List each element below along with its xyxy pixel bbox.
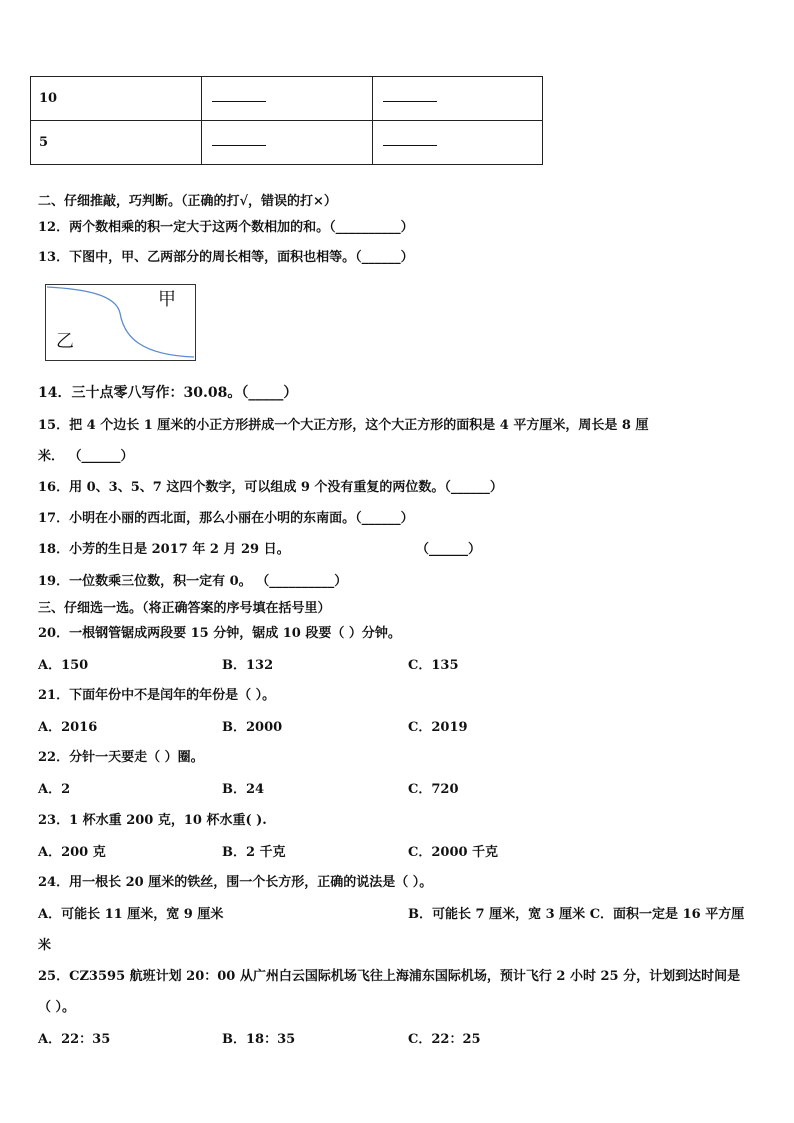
answer-blank[interactable] bbox=[212, 91, 266, 102]
answer-blank[interactable] bbox=[383, 135, 437, 146]
answer-table bbox=[30, 76, 543, 165]
question-12: 12．两个数相乘的积一定大于这两个数相加的和。（__________） bbox=[38, 220, 414, 235]
q23-option-a: A．200 克 bbox=[38, 845, 106, 860]
table-row bbox=[31, 121, 543, 165]
answer-blank[interactable] bbox=[212, 135, 266, 146]
figure-label-yi: 乙 bbox=[56, 331, 74, 352]
q24-option-bc: B．可能长 7 厘米，宽 3 厘米 C．面积一定是 16 平方厘 bbox=[408, 907, 745, 922]
table-cell-blank[interactable] bbox=[202, 121, 373, 165]
question-13-figure bbox=[45, 284, 196, 361]
table-cell-blank[interactable] bbox=[373, 77, 543, 121]
question-23: 23．1 杯水重 200 克，10 杯水重( ). bbox=[38, 813, 267, 828]
section-3-heading: 三、仔细选一选。（将正确答案的序号填在括号里） bbox=[38, 601, 331, 616]
q21-option-b: B．2000 bbox=[222, 720, 283, 735]
q22-option-a: A．2 bbox=[38, 782, 71, 797]
table-cell-label bbox=[31, 121, 202, 165]
question-22: 22．分针一天要走（ ）圈。 bbox=[38, 750, 204, 765]
answer-blank[interactable] bbox=[383, 91, 437, 102]
question-15-line1: 15．把 4 个边长 1 厘米的小正方形拼成一个大正方形，这个大正方形的面积是 4 平方厘米，周长是 8 厘 bbox=[38, 418, 649, 433]
table-cell-blank[interactable] bbox=[202, 77, 373, 121]
q24-option-wrap: 米 bbox=[38, 938, 52, 953]
question-16: 16．用 0、3、5、7 这四个数字，可以组成 9 个没有重复的两位数。（______） bbox=[38, 480, 503, 495]
q25-option-b: B．18：35 bbox=[222, 1032, 296, 1047]
table-cell-label bbox=[31, 77, 202, 121]
q24-option-a: A．可能长 11 厘米，宽 9 厘米 bbox=[38, 907, 224, 922]
question-15-line2: 米． （______） bbox=[38, 449, 134, 464]
q22-option-b: B．24 bbox=[222, 782, 265, 797]
figure-label-jia: 甲 bbox=[158, 289, 176, 310]
question-18-blank: （______） bbox=[416, 542, 482, 557]
q20-option-a: A．150 bbox=[38, 658, 89, 673]
section-2-heading: 二、仔细推敲，巧判断。（正确的打√，错误的打×） bbox=[38, 194, 337, 209]
q20-option-b: B．132 bbox=[222, 658, 274, 673]
question-20: 20．一根钢管锯成两段要 15 分钟，锯成 10 段要（ ）分钟。 bbox=[38, 626, 401, 641]
q21-option-a: A．2016 bbox=[38, 720, 98, 735]
q20-option-c: C．135 bbox=[408, 658, 459, 673]
question-14: 14．三十点零八写作：30.08。（_____） bbox=[38, 385, 298, 401]
q23-option-b: B．2 千克 bbox=[222, 845, 286, 860]
table-row bbox=[31, 77, 543, 121]
question-25-line2: （ ）。 bbox=[38, 1000, 76, 1015]
q25-option-c: C．22：25 bbox=[408, 1032, 481, 1047]
question-24: 24．用一根长 20 厘米的铁丝，围一个长方形，正确的说法是（ ）。 bbox=[38, 875, 433, 890]
question-21: 21．下面年份中不是闰年的年份是（ ）。 bbox=[38, 688, 276, 703]
question-13: 13．下图中，甲、乙两部分的周长相等，面积也相等。（______） bbox=[38, 250, 414, 265]
q23-option-c: C．2000 千克 bbox=[408, 845, 499, 860]
row-label: 5 bbox=[39, 135, 49, 150]
row-label: 10 bbox=[39, 91, 58, 106]
question-19: 19．一位数乘三位数，积一定有 0。 （__________） bbox=[38, 574, 348, 589]
question-25-line1: 25．CZ3595 航班计划 20：00 从广州白云国际机场飞往上海浦东国际机场，预计飞行 2 小时 25 分，计划到达时间是 bbox=[38, 969, 741, 984]
question-17: 17．小明在小丽的西北面，那么小丽在小明的东南面。（______） bbox=[38, 511, 414, 526]
q22-option-c: C．720 bbox=[408, 782, 459, 797]
q25-option-a: A．22：35 bbox=[38, 1032, 111, 1047]
q21-option-c: C．2019 bbox=[408, 720, 468, 735]
question-18: 18．小芳的生日是 2017 年 2 月 29 日。 bbox=[38, 542, 290, 557]
table-cell-blank[interactable] bbox=[373, 121, 543, 165]
